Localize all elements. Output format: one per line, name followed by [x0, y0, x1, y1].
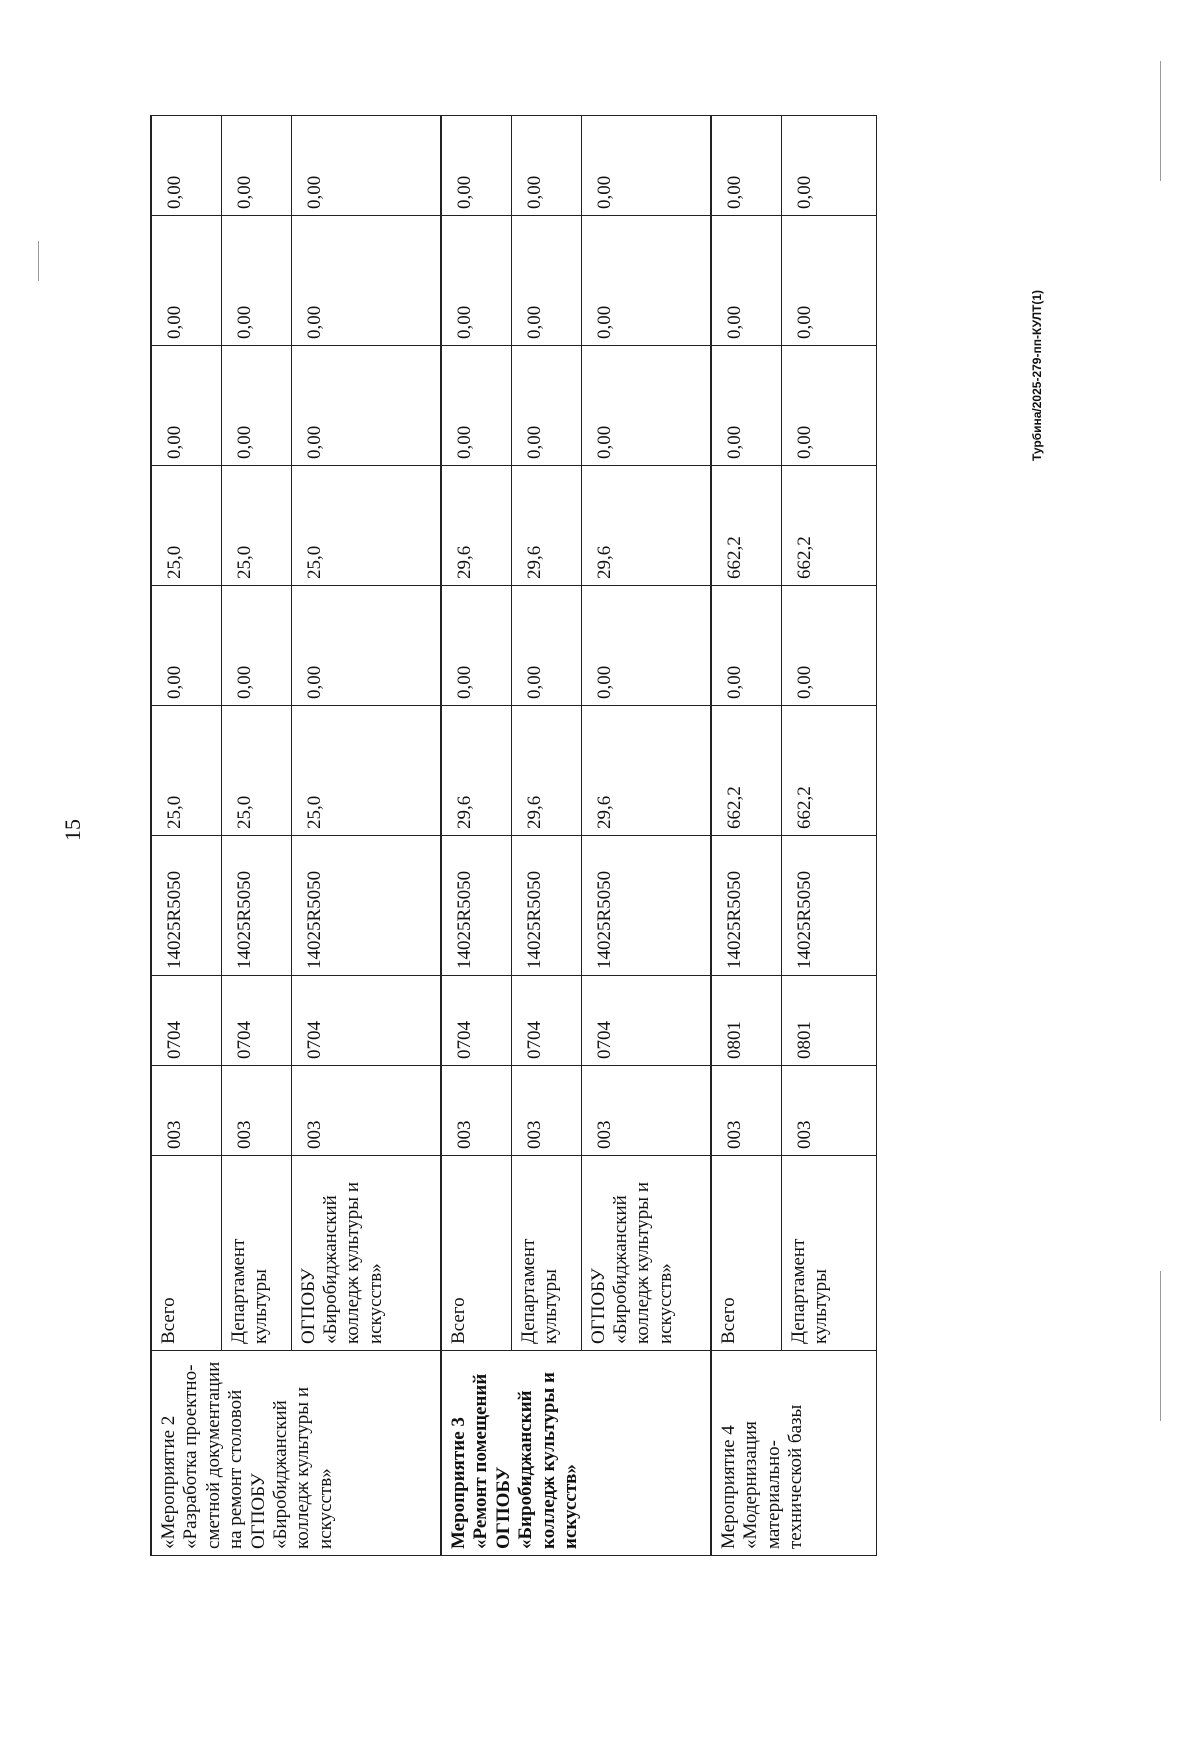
value-cell-v2: 0,00 — [711, 586, 781, 706]
value-cell-csr: 14025R5050 — [441, 836, 511, 976]
value-cell-v1: 29,6 — [511, 706, 581, 836]
value-cell-v6: 0,00 — [221, 116, 291, 216]
measure-title: Мероприятие 4 «Модернизация материально-технической базы — [711, 1351, 876, 1556]
measure-title: «Мероприятие 2 «Разработка проектно-сметной документации на ремонт столовой ОГПОБУ «Биробиджанский колледж культуры и искусств» — [151, 1351, 441, 1556]
value-cell-v4: 0,00 — [291, 346, 441, 466]
executor-cell: ОГПОБУ «Биробиджанский колледж культуры и искусств» — [581, 1156, 711, 1351]
value-cell-v5: 0,00 — [581, 216, 711, 346]
table-row — [711, 116, 781, 1556]
value-cell-v3: 29,6 — [581, 466, 711, 586]
value-cell-csr: 14025R5050 — [511, 836, 581, 976]
value-cell-grbs: 003 — [711, 1066, 781, 1156]
value-cell-grbs: 003 — [441, 1066, 511, 1156]
value-cell-v1: 25,0 — [221, 706, 291, 836]
value-cell-grbs: 003 — [291, 1066, 441, 1156]
value-cell-v2: 0,00 — [151, 586, 221, 706]
table-row — [781, 116, 876, 1556]
value-cell-rzpr: 0704 — [581, 976, 711, 1066]
value-cell-v5: 0,00 — [441, 216, 511, 346]
value-cell-v3: 25,0 — [221, 466, 291, 586]
table-row — [151, 116, 221, 1556]
value-cell-v3: 29,6 — [511, 466, 581, 586]
table-row — [441, 116, 511, 1556]
value-cell-csr: 14025R5050 — [781, 836, 876, 976]
value-cell-grbs: 003 — [511, 1066, 581, 1156]
value-cell-v6: 0,00 — [581, 116, 711, 216]
value-cell-rzpr: 0704 — [151, 976, 221, 1066]
value-cell-rzpr: 0801 — [711, 976, 781, 1066]
value-cell-grbs: 003 — [781, 1066, 876, 1156]
value-cell-rzpr: 0704 — [221, 976, 291, 1066]
table-row — [581, 116, 711, 1556]
value-cell-v2: 0,00 — [781, 586, 876, 706]
value-cell-v4: 0,00 — [151, 346, 221, 466]
document-footer-code: Турбина/2025-279-пп-КУЛТ(1) — [1030, 289, 1044, 461]
executor-cell: Всего — [441, 1156, 511, 1351]
value-cell-v3: 29,6 — [441, 466, 511, 586]
value-cell-v1: 29,6 — [581, 706, 711, 836]
value-cell-v2: 0,00 — [511, 586, 581, 706]
executor-cell: Департамент культуры — [221, 1156, 291, 1351]
measure-title: Мероприятие 3 «Ремонт помещений ОГПОБУ «Биробиджанский колледж культуры и искусств» — [441, 1351, 711, 1556]
value-cell-v6: 0,00 — [511, 116, 581, 216]
value-cell-csr: 14025R5050 — [711, 836, 781, 976]
value-cell-v5: 0,00 — [511, 216, 581, 346]
value-cell-v4: 0,00 — [581, 346, 711, 466]
table-row — [291, 116, 441, 1556]
value-cell-csr: 14025R5050 — [221, 836, 291, 976]
value-cell-v6: 0,00 — [151, 116, 221, 216]
executor-cell: Всего — [711, 1156, 781, 1351]
executor-cell: ОГПОБУ «Биробиджанский колледж культуры и искусств» — [291, 1156, 441, 1351]
value-cell-v1: 25,0 — [291, 706, 441, 836]
value-cell-v6: 0,00 — [291, 116, 441, 216]
scan-edge-mark — [38, 241, 39, 281]
value-cell-v2: 0,00 — [441, 586, 511, 706]
value-cell-v4: 0,00 — [221, 346, 291, 466]
executor-cell: Департамент культуры — [511, 1156, 581, 1351]
value-cell-v5: 0,00 — [221, 216, 291, 346]
value-cell-v1: 662,2 — [711, 706, 781, 836]
scan-edge-mark — [1160, 61, 1161, 181]
value-cell-v5: 0,00 — [711, 216, 781, 346]
table-row — [511, 116, 581, 1556]
value-cell-v3: 662,2 — [781, 466, 876, 586]
value-cell-v6: 0,00 — [781, 116, 876, 216]
value-cell-rzpr: 0704 — [511, 976, 581, 1066]
value-cell-v2: 0,00 — [581, 586, 711, 706]
executor-cell: Департамент культуры — [781, 1156, 876, 1351]
value-cell-csr: 14025R5050 — [581, 836, 711, 976]
budget-table — [150, 115, 877, 1556]
value-cell-rzpr: 0704 — [441, 976, 511, 1066]
value-cell-v4: 0,00 — [511, 346, 581, 466]
value-cell-v3: 25,0 — [151, 466, 221, 586]
value-cell-v4: 0,00 — [781, 346, 876, 466]
value-cell-v5: 0,00 — [781, 216, 876, 346]
value-cell-v1: 662,2 — [781, 706, 876, 836]
value-cell-grbs: 003 — [151, 1066, 221, 1156]
value-cell-v4: 0,00 — [711, 346, 781, 466]
value-cell-v4: 0,00 — [441, 346, 511, 466]
value-cell-v5: 0,00 — [151, 216, 221, 346]
value-cell-v2: 0,00 — [221, 586, 291, 706]
value-cell-csr: 14025R5050 — [291, 836, 441, 976]
value-cell-v3: 25,0 — [291, 466, 441, 586]
value-cell-csr: 14025R5050 — [151, 836, 221, 976]
value-cell-v6: 0,00 — [441, 116, 511, 216]
page-number: 15 — [60, 819, 85, 841]
value-cell-rzpr: 0704 — [291, 976, 441, 1066]
value-cell-grbs: 003 — [581, 1066, 711, 1156]
value-cell-v5: 0,00 — [291, 216, 441, 346]
value-cell-v3: 662,2 — [711, 466, 781, 586]
executor-cell: Всего — [151, 1156, 221, 1351]
value-cell-v2: 0,00 — [291, 586, 441, 706]
value-cell-rzpr: 0801 — [781, 976, 876, 1066]
value-cell-v1: 25,0 — [151, 706, 221, 836]
table-row — [221, 116, 291, 1556]
scan-edge-mark — [1160, 1271, 1161, 1421]
value-cell-grbs: 003 — [221, 1066, 291, 1156]
value-cell-v6: 0,00 — [711, 116, 781, 216]
value-cell-v1: 29,6 — [441, 706, 511, 836]
